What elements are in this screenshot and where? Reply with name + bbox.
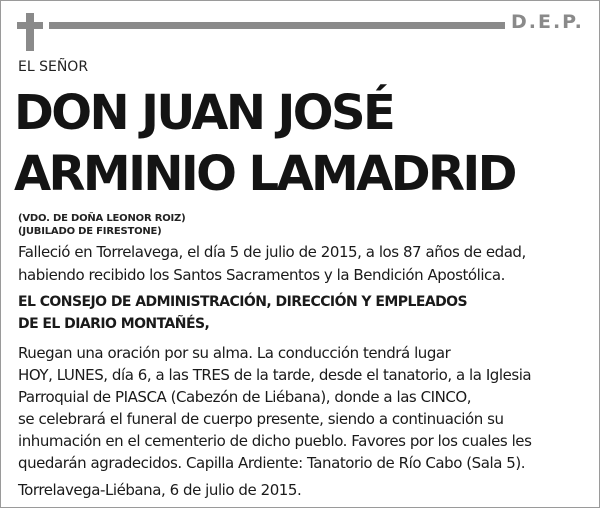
header-rule [49,22,505,29]
cross-icon [17,13,43,51]
request-line-1: Ruegan una oración por su alma. La conducción tendrá lugar [18,344,451,362]
place-date: Torrelavega-Liébana, 6 de julio de 2015. [18,481,302,499]
request-line-5: inhumación en el cementerio de dicho pueblo. Favores por los cuales les [18,432,532,450]
request-line-4: se celebrará el funeral de cuerpo presente, siendo a continuación su [18,410,504,428]
request-line-2: HOY, LUNES, día 6, a las TRES de la tarde, desde el tanatorio, a la Iglesia [18,366,532,384]
request-line-6: quedarán agradecidos. Capilla Ardiente: Tanatorio de Río Cabo (Sala 5). [18,454,526,472]
mourners-line-1: EL CONSEJO DE ADMINISTRACIÓN, DIRECCIÓN Y EMPLEADOS [18,294,468,310]
dep-label: D.E.P. [511,11,584,33]
death-line-1: Falleció en Torrelavega, el día 5 de julio de 2015, a los 87 años de edad, [18,243,526,261]
note-retired: (JUBILADO DE FIRESTONE) [18,226,162,237]
request-line-3: Parroquial de PIASCA (Cabezón de Liébana), donde a las CINCO, [18,388,472,406]
honorific: EL SEÑOR [18,59,89,75]
note-widower: (VDO. DE DOÑA LEONOR ROIZ) [18,213,186,224]
deceased-name-line-2: ARMINIO LAMADRID [14,146,515,202]
deceased-name-line-1: DON JUAN JOSÉ [14,85,394,141]
mourners-line-2: DE EL DIARIO MONTAÑÉS, [18,316,210,332]
death-line-2: habiendo recibido los Santos Sacramentos y la Bendición Apostólica. [18,266,505,284]
